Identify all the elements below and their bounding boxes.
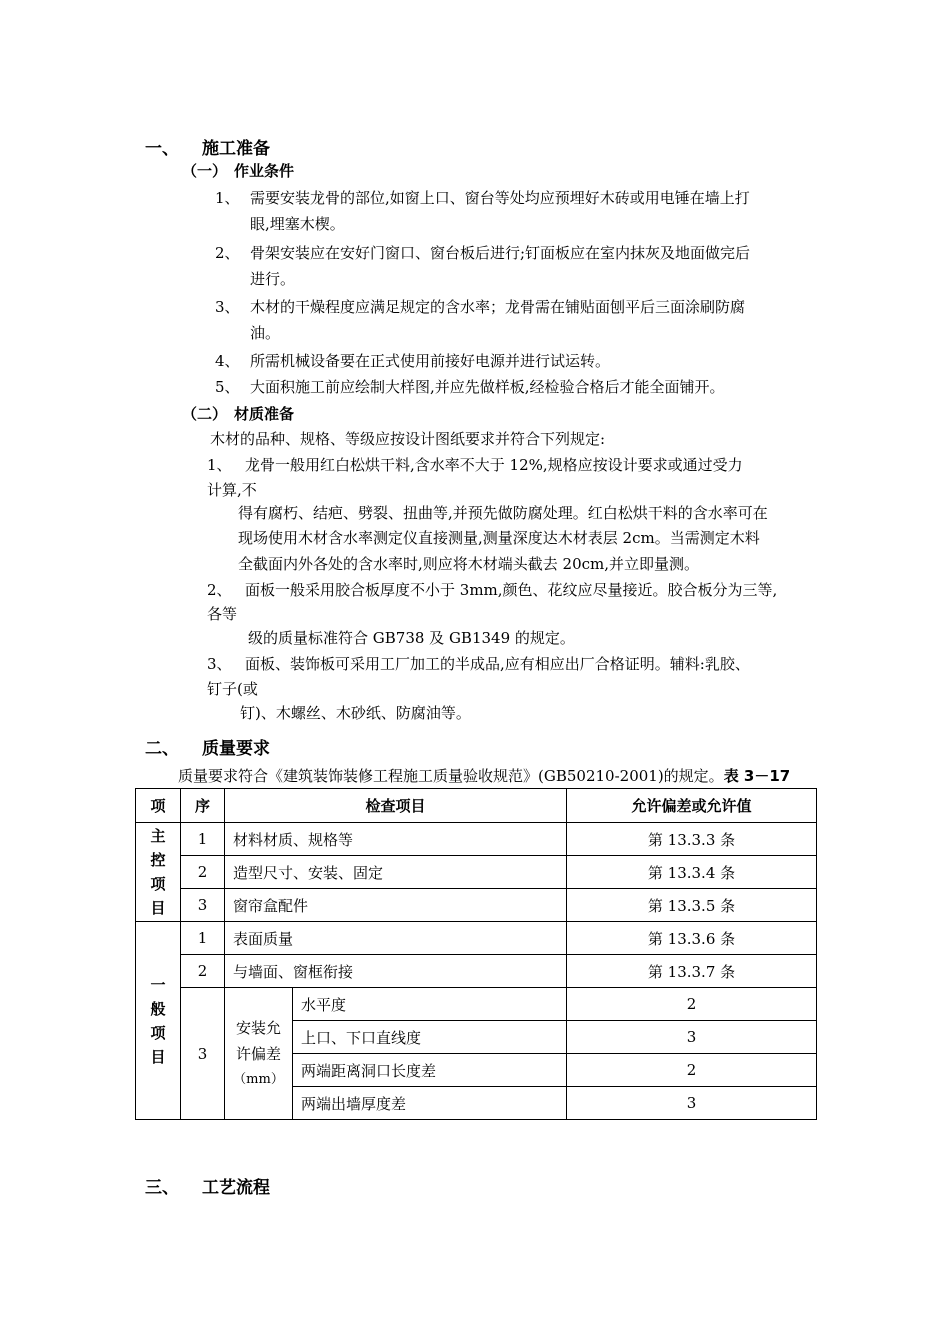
table-row bbox=[136, 955, 817, 988]
deviation-label-line: 安装允 bbox=[235, 1018, 281, 1037]
row-seq: 3 bbox=[181, 889, 225, 922]
row-seq: 1 bbox=[181, 823, 225, 856]
table-header-row bbox=[136, 789, 817, 823]
material-3-line-3: 钉)、木螺丝、木砂纸、防腐油等。 bbox=[240, 704, 471, 722]
subsection-2-number: （二） bbox=[182, 405, 228, 423]
header-value: 允许偏差或允许值 bbox=[567, 789, 817, 823]
material-1-number: 1、 bbox=[207, 456, 232, 474]
row-value: 3 bbox=[567, 1087, 817, 1120]
condition-3-line-2: 油。 bbox=[250, 324, 281, 342]
section-3-number: 三、 bbox=[145, 1178, 179, 1198]
row-item: 与墙面、窗框衔接 bbox=[225, 955, 567, 988]
row-item: 两端出墙厚度差 bbox=[293, 1087, 567, 1120]
deviation-label-line: 许偏差 bbox=[235, 1044, 281, 1063]
material-2-line-2: 各等 bbox=[207, 605, 238, 623]
condition-3-line-1: 木材的干燥程度应满足规定的含水率；龙骨需在铺贴面刨平后三面涂刷防腐 bbox=[250, 298, 746, 316]
header-group: 项 bbox=[136, 789, 181, 823]
row-item: 表面质量 bbox=[225, 922, 567, 955]
material-2-line-1: 面板一般采用胶合板厚度不小于 3mm,颜色、花纹应尽量接近。胶合板分为三等, bbox=[245, 581, 778, 599]
quality-table bbox=[135, 788, 817, 1120]
material-intro: 木材的品种、规格、等级应按设计图纸要求并符合下列规定: bbox=[210, 430, 606, 448]
row-item: 水平度 bbox=[293, 988, 567, 1021]
material-3-line-1: 面板、装饰板可采用工厂加工的半成品,应有相应出厂合格证明。辅料:乳胶、 bbox=[245, 655, 750, 673]
subsection-2-title: 材质准备 bbox=[234, 405, 295, 423]
condition-1-line-2: 眼,埋塞木楔。 bbox=[250, 215, 345, 233]
table-row bbox=[136, 922, 817, 955]
quality-intro bbox=[178, 765, 790, 786]
material-2-line-3: 级的质量标准符合 GB738 及 GB1349 的规定。 bbox=[248, 629, 575, 647]
material-1-line-4: 现场使用木材含水率测定仪直接测量,测量深度达木材表层 2cm。当需测定木料 bbox=[238, 529, 760, 547]
condition-3-number: 3、 bbox=[215, 298, 240, 316]
row-value: 第 13.3.4 条 bbox=[567, 856, 817, 889]
subsection-1-number: （一） bbox=[182, 162, 228, 180]
material-1-line-5: 全截面内外各处的含水率时,则应将木材端头截去 20cm,并立即量测。 bbox=[238, 555, 700, 573]
row-value: 2 bbox=[567, 988, 817, 1021]
row-value: 第 13.3.7 条 bbox=[567, 955, 817, 988]
section-1-title: 施工准备 bbox=[202, 139, 270, 159]
group-char: 项 bbox=[150, 875, 166, 893]
table-number: 表 3－17 bbox=[723, 767, 791, 785]
condition-2-line-1: 骨架安装应在安好门窗口、窗台板后进行;钉面板应在室内抹灰及地面做完后 bbox=[250, 244, 751, 262]
row-item: 两端距离洞口长度差 bbox=[293, 1054, 567, 1087]
section-2-number: 二、 bbox=[145, 739, 179, 759]
condition-5-number: 5、 bbox=[215, 378, 240, 396]
row-value: 第 13.3.6 条 bbox=[567, 922, 817, 955]
deviation-label-unit: （mm） bbox=[233, 1071, 284, 1087]
row-value: 第 13.3.5 条 bbox=[567, 889, 817, 922]
table-row bbox=[136, 889, 817, 922]
material-3-number: 3、 bbox=[207, 655, 232, 673]
table-row bbox=[136, 856, 817, 889]
row-item: 造型尺寸、安装、固定 bbox=[225, 856, 567, 889]
header-item: 检查项目 bbox=[225, 789, 567, 823]
condition-2-number: 2、 bbox=[215, 244, 240, 262]
row-value: 3 bbox=[567, 1021, 817, 1054]
condition-5-line-1: 大面积施工前应绘制大样图,并应先做样板,经检验合格后才能全面铺开。 bbox=[250, 378, 725, 396]
table-row bbox=[136, 823, 817, 856]
row-seq: 2 bbox=[181, 955, 225, 988]
deviation-label bbox=[225, 988, 293, 1120]
group-char: 一 bbox=[150, 975, 166, 994]
condition-1-number: 1、 bbox=[215, 189, 240, 207]
section-2-title: 质量要求 bbox=[202, 739, 270, 759]
row-value: 2 bbox=[567, 1054, 817, 1087]
group-char: 目 bbox=[150, 899, 166, 917]
group-char: 般 bbox=[150, 999, 166, 1018]
subsection-1-title: 作业条件 bbox=[234, 162, 295, 180]
section-3-title: 工艺流程 bbox=[202, 1178, 270, 1198]
condition-2-line-2: 进行。 bbox=[250, 270, 296, 288]
table-row bbox=[136, 988, 817, 1021]
group-char: 主 bbox=[150, 827, 166, 845]
row-value: 第 13.3.3 条 bbox=[567, 823, 817, 856]
row-seq: 1 bbox=[181, 922, 225, 955]
row-item: 窗帘盒配件 bbox=[225, 889, 567, 922]
group-char: 项 bbox=[150, 1023, 166, 1042]
group-char: 控 bbox=[150, 851, 166, 869]
group-main-control bbox=[136, 823, 181, 922]
material-1-line-1: 龙骨一般用红白松烘干料,含水率不大于 12%,规格应按设计要求或通过受力 bbox=[245, 456, 743, 474]
material-1-line-3: 得有腐朽、结疤、劈裂、扭曲等,并预先做防腐处理。红白松烘干料的含水率可在 bbox=[238, 504, 768, 522]
material-3-line-2: 钉子(或 bbox=[207, 680, 258, 698]
row-seq: 3 bbox=[181, 988, 225, 1120]
condition-4-number: 4、 bbox=[215, 352, 240, 370]
row-item: 材料材质、规格等 bbox=[225, 823, 567, 856]
row-item: 上口、下口直线度 bbox=[293, 1021, 567, 1054]
material-2-number: 2、 bbox=[207, 581, 232, 599]
condition-1-line-1: 需要安装龙骨的部位,如窗上口、窗台等处均应预埋好木砖或用电锤在墙上打 bbox=[250, 189, 750, 207]
group-general bbox=[136, 922, 181, 1120]
quality-intro-text: 质量要求符合《建筑装饰装修工程施工质量验收规范》(GB50210-2001)的规定。 bbox=[178, 767, 724, 785]
header-seq: 序 bbox=[181, 789, 225, 823]
condition-4-line-1: 所需机械设备要在正式使用前接好电源并进行试运转。 bbox=[250, 352, 611, 370]
row-seq: 2 bbox=[181, 856, 225, 889]
group-char: 目 bbox=[150, 1047, 166, 1066]
section-1-number: 一、 bbox=[145, 139, 179, 159]
material-1-line-2: 计算,不 bbox=[207, 481, 257, 499]
